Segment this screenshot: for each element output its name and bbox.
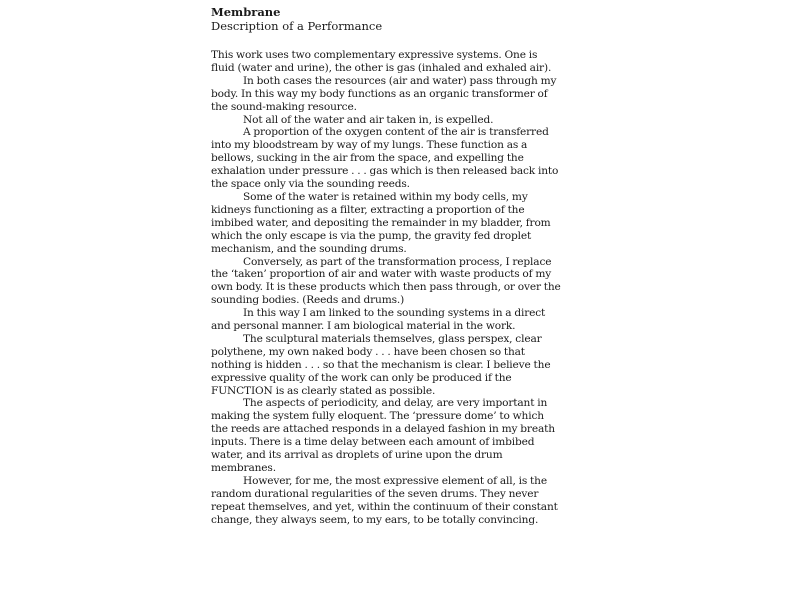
paragraph-3: Not all of the water and air taken in, is expelled.	[243, 113, 494, 126]
paragraph-10: However, for me, the most expressive element of all, is the random durational regularities of the seven drums. They never repeat themselves, and yet, within the continuum of their constant change, they always seem, to my ears, to be totally convincing.	[211, 474, 558, 526]
document-body	[211, 49, 561, 527]
paragraph-8: The sculptural materials themselves, glass perspex, clear polythene, my own naked body . . . have been chosen so that nothing is hidden . . . so that the mechanism is clear. I believe the expressive quality of the work can only be produced if the FUNCTION is as clearly stated as possible.	[211, 332, 551, 397]
document-title: Membrane	[211, 5, 281, 19]
paragraph-5: Some of the water is retained within my body cells, my kidneys functioning as a filter, extracting a proportion of the imbibed water, and depositing the remainder in my bladder, from which the only escape is via the pump, the gravity fed droplet mechanism, and the sounding drums.	[211, 190, 551, 255]
paragraph-7: In this way I am linked to the sounding systems in a direct and personal manner. I am biological material in the work.	[211, 307, 546, 333]
paragraph-6: Conversely, as part of the transformation process, I replace the ‘taken’ proportion of air and water with waste products of my own body. It is these products which then pass through, or over the sounding bodies. (Reeds and drums.)	[211, 255, 561, 307]
document-page	[211, 6, 561, 527]
paragraph-1: This work uses two complementary expressive systems. One is fluid (water and urine), the other is gas (inhaled and exhaled air).	[211, 49, 552, 74]
paragraph-2: In both cases the resources (air and water) pass through my body. In this way my body functions as an organic transformer of the sound-making resource.	[211, 74, 557, 113]
paragraph-4: A proportion of the oxygen content of the air is transferred into my bloodstream by way of my lungs. These function as a bellows, sucking in the air from the space, and expelling the exhalation under pressure . . . gas which is then released back into the space only via the sounding reeds.	[211, 126, 559, 191]
paragraph-9: The aspects of periodicity, and delay, are very important in making the system fully eloquent. The ‘pressure dome’ to which the reeds are attached responds in a delayed fashion in my breath inputs. There is a time delay between each amount of imbibed water, and its arrival as droplets of urine upon the drum membranes.	[211, 397, 555, 474]
document-subtitle: Description of a Performance	[211, 19, 383, 33]
